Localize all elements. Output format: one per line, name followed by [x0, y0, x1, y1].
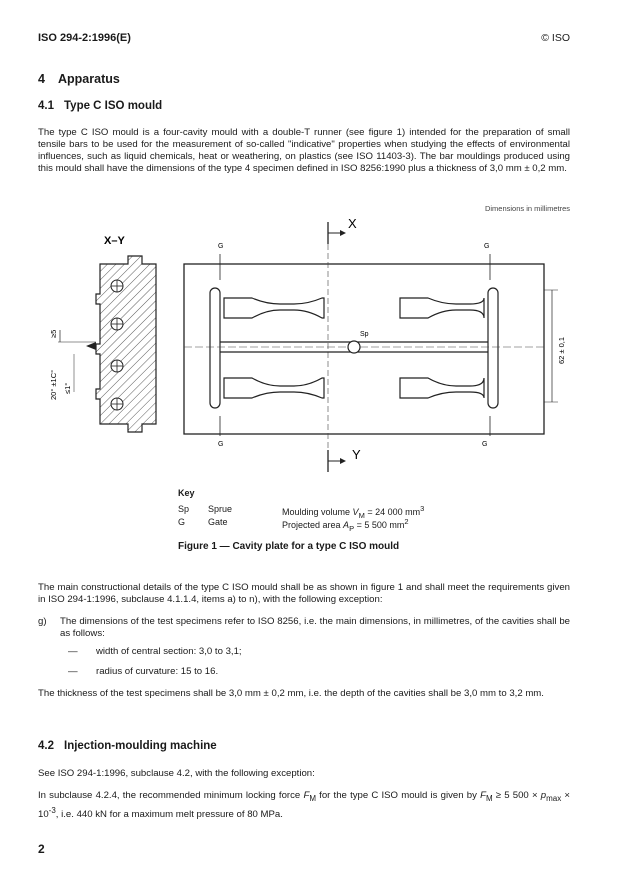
section-view	[96, 256, 156, 432]
item-g-label: g)	[38, 616, 47, 627]
key-row	[178, 517, 280, 527]
bullet-item: — radius of curvature: 15 to 16.	[68, 666, 219, 677]
key-symbol: G	[178, 517, 186, 527]
section-title: Type C ISO mould	[64, 100, 163, 112]
specimen-bottom-left	[224, 378, 324, 398]
section-title: Apparatus	[58, 72, 120, 86]
bullet-text: width of central section: 3,0 to 3,1;	[96, 646, 242, 657]
key-title: Key	[178, 488, 195, 498]
section-4-1-paragraph: The type C ISO mould is a four-cavity mould with a double-T runner (see figure 1) intended for the preparation of small tensile bars to be used for the measurement of so-called "indicative" properties when studying the effects of environmental influences, such as liquid chemicals, heat or weathering, on plastics (see ISO 11403-3). The bar mouldings produced using this mould shall have the dimensions of the type 4 specimen defined in ISO 8256:1990 plus a thickness of 3,0 mm ± 0,2 mm.	[38, 127, 570, 174]
section-4-2-heading	[38, 740, 217, 752]
gate-label-br: G	[482, 441, 488, 448]
runner-right	[488, 288, 498, 408]
key-meaning: Gate	[208, 517, 228, 527]
specimen-bottom-right	[400, 378, 484, 398]
dim-width: 62 ± 0,1	[557, 336, 566, 364]
section-number: 4.1	[38, 100, 54, 112]
section-number: 4	[38, 72, 45, 86]
section-4-2-paragraph: In subclause 4.2.4, the recommended minimum locking force $F_M$ for the type C ISO mould is given by $F_M \ge 5$ $500 \times p_{max} \times 10^{-3}$, i.e. 440 kN for a maximum melt pressure of 80 MPa.	[38, 790, 570, 821]
key-meaning: Sprue	[208, 504, 233, 514]
dim-min: ≥5	[49, 329, 58, 338]
key-extra: Projected area $A_P = 5$ 500 $mm^2$	[282, 517, 409, 533]
gate-label-tr: G	[484, 243, 490, 250]
figure-caption: Figure 1 — Cavity plate for a type C ISO mould	[178, 541, 400, 552]
section-4-2-see: See ISO 294-1:1996, subclause 4.2, with the following exception:	[38, 768, 315, 779]
y-label: Y	[352, 447, 361, 462]
key-extra: Moulding volume $V_M = 24$ 000 $mm^3$	[282, 504, 425, 520]
sprue-icon	[348, 341, 360, 353]
sprue-label: Sp	[360, 331, 369, 338]
bullet-item: — width of central section: 3,0 to 3,1;	[68, 646, 242, 657]
item-g-text: The dimensions of the test specimens refer to ISO 8256, i.e. the main dimensions, in millimetres, of the cavities shall be as follows:	[60, 616, 570, 639]
section-number: 4.2	[38, 740, 54, 752]
key-symbol: Sp	[178, 504, 190, 514]
bullet-text: radius of curvature: 15 to 16.	[96, 666, 219, 677]
dim-angle2: ≤1°	[63, 382, 72, 394]
gate-label-tl: G	[218, 243, 224, 250]
runner-left	[210, 288, 220, 408]
page-number: 2	[38, 842, 45, 856]
key-row	[178, 504, 280, 514]
main-details-paragraph: The main constructional details of the type C ISO mould shall be as shown in figure 1 and shall meet the requirements given in ISO 294-1:1996, subclause 4.1.1.4, items a) to n), with the following exception:	[38, 582, 570, 605]
figure-1-drawing	[30, 214, 590, 476]
section-4-1-heading	[38, 100, 162, 112]
document-id: ISO 294-2:1996(E)	[38, 32, 131, 44]
copyright: © ISO	[541, 32, 570, 44]
section-4-heading	[38, 72, 120, 86]
specimen-top-left	[224, 298, 324, 318]
x-label: X	[348, 216, 357, 231]
dimensions-note: Dimensions in millimetres	[484, 204, 570, 213]
dim-angle1: 20° ±1C°	[49, 369, 58, 400]
section-title: Injection-moulding machine	[64, 740, 217, 752]
gate-label-bl: G	[218, 441, 224, 448]
section-label: X–Y	[104, 235, 125, 247]
specimen-top-right	[400, 298, 484, 318]
thickness-paragraph: The thickness of the test specimens shall be 3,0 mm ± 0,2 mm, i.e. the depth of the cavities shall be 3,0 mm to 3,2 mm.	[38, 688, 544, 699]
